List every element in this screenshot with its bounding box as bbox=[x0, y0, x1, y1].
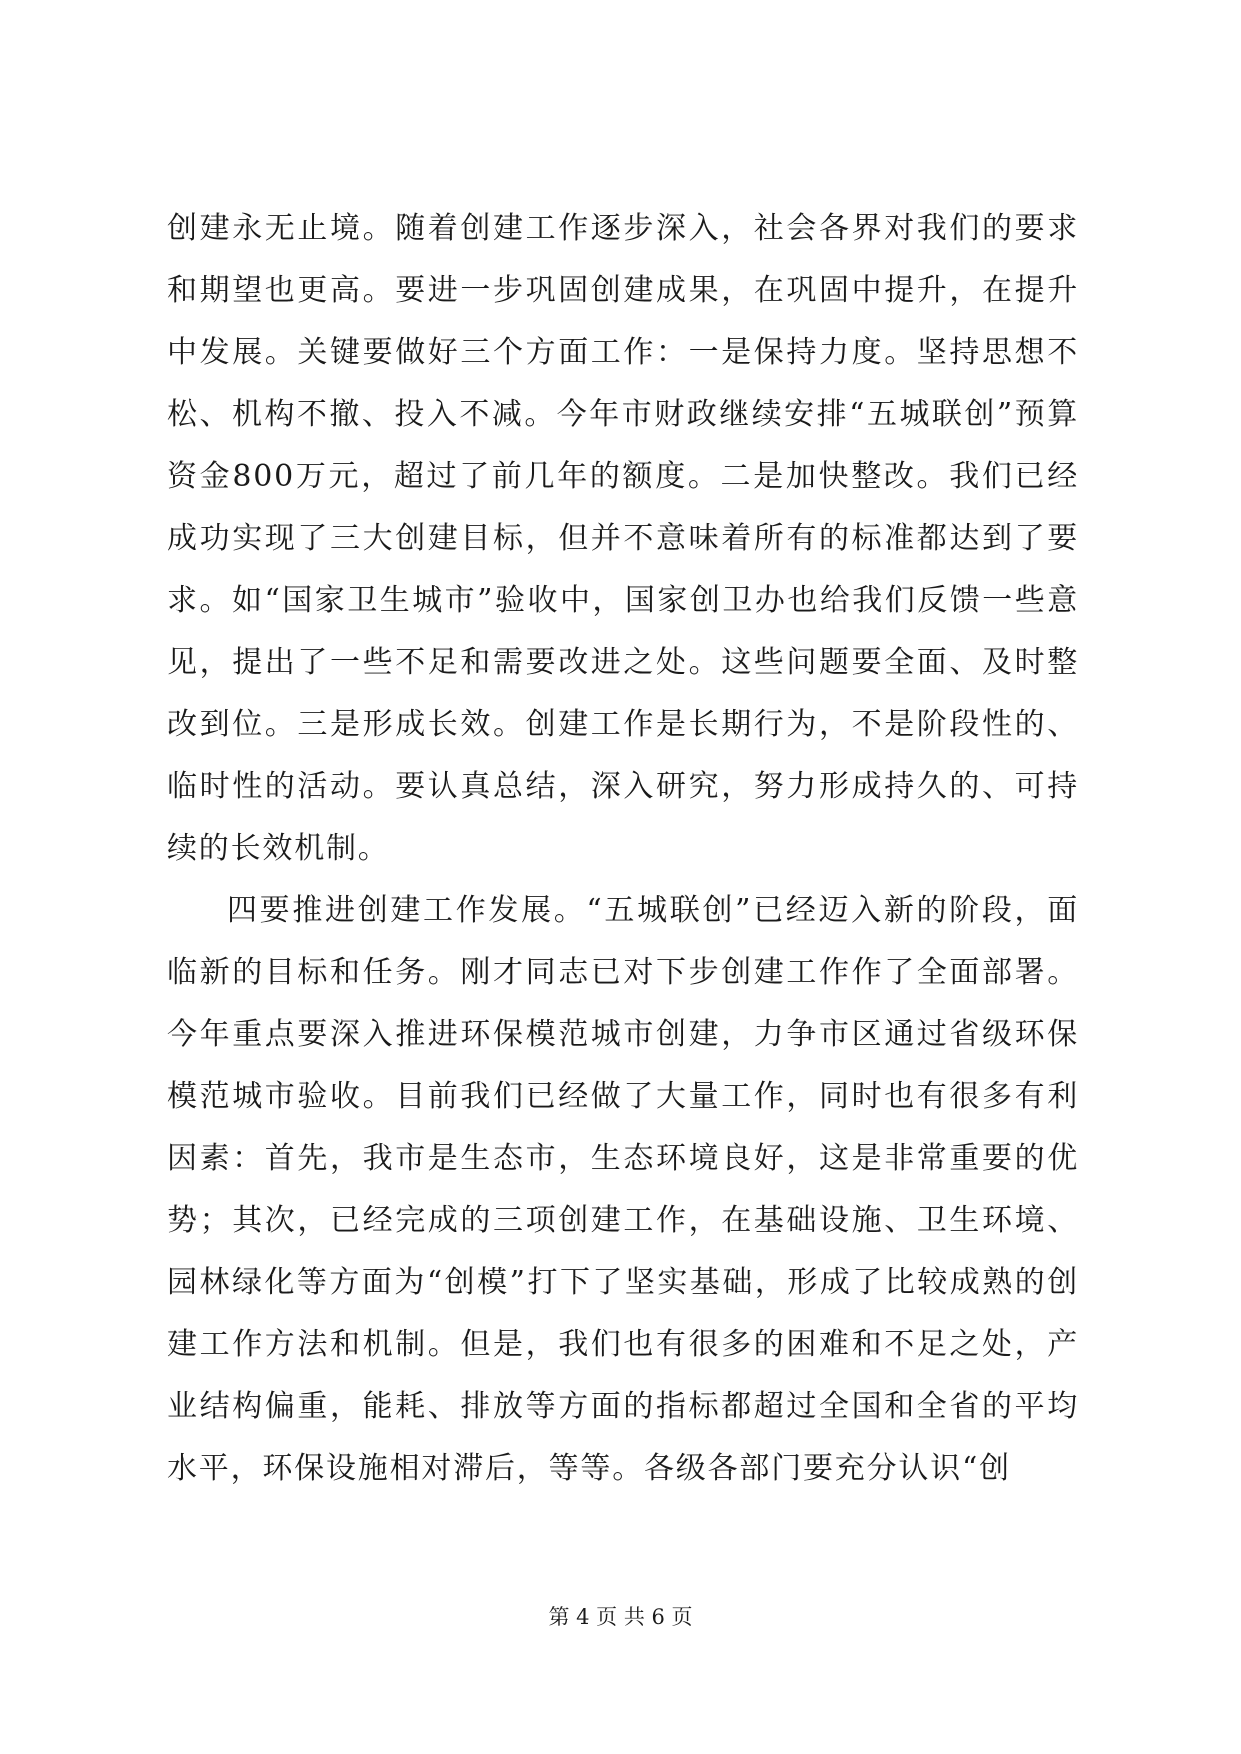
page-footer: 第 4 页 共 6 页 bbox=[548, 1605, 693, 1629]
body-text bbox=[167, 198, 1079, 1500]
paragraph-2: 四要推进创建工作发展。“五城联创”已经迈入新的阶段，面临新的目标和任务。刚才同志已对下步创建工作作了全面部署。今年重点要深入推进环保模范城市创建，力争市区通过省级环保模范城市验收。目前我们已经做了大量工作，同时也有很多有利因素：首先，我市是生态市，生态环境良好，这是非常重要的优势；其次，已经完成的三项创建工作，在基础设施、卫生环境、园林绿化等方面为“创模”打下了坚实基础，形成了比较成熟的创建工作方法和机制。但是，我们也有很多的困难和不足之处，产业结构偏重，能耗、排放等方面的指标都超过全国和全省的平均水平，环保设施相对滞后，等等。各级各部门要充分认识“创 bbox=[167, 893, 1079, 1486]
paragraph-1: 创建永无止境。随着创建工作逐步深入，社会各界对我们的要求和期望也更高。要进一步巩固创建成果，在巩固中提升，在提升中发展。关键要做好三个方面工作：一是保持力度。坚持思想不松、机构不撤、投入不减。今年市财政继续安排“五城联创”预算资金800万元，超过了前几年的额度。二是加快整改。我们已经成功实现了三大创建目标，但并不意味着所有的标准都达到了要求。如“国家卫生城市”验收中，国家创卫办也给我们反馈一些意见，提出了一些不足和需要改进之处。这些问题要全面、及时整改到位。三是形成长效。创建工作是长期行为，不是阶段性的、临时性的活动。要认真总结，深入研究，努力形成持久的、可持续的长效机制。 bbox=[167, 211, 1079, 866]
